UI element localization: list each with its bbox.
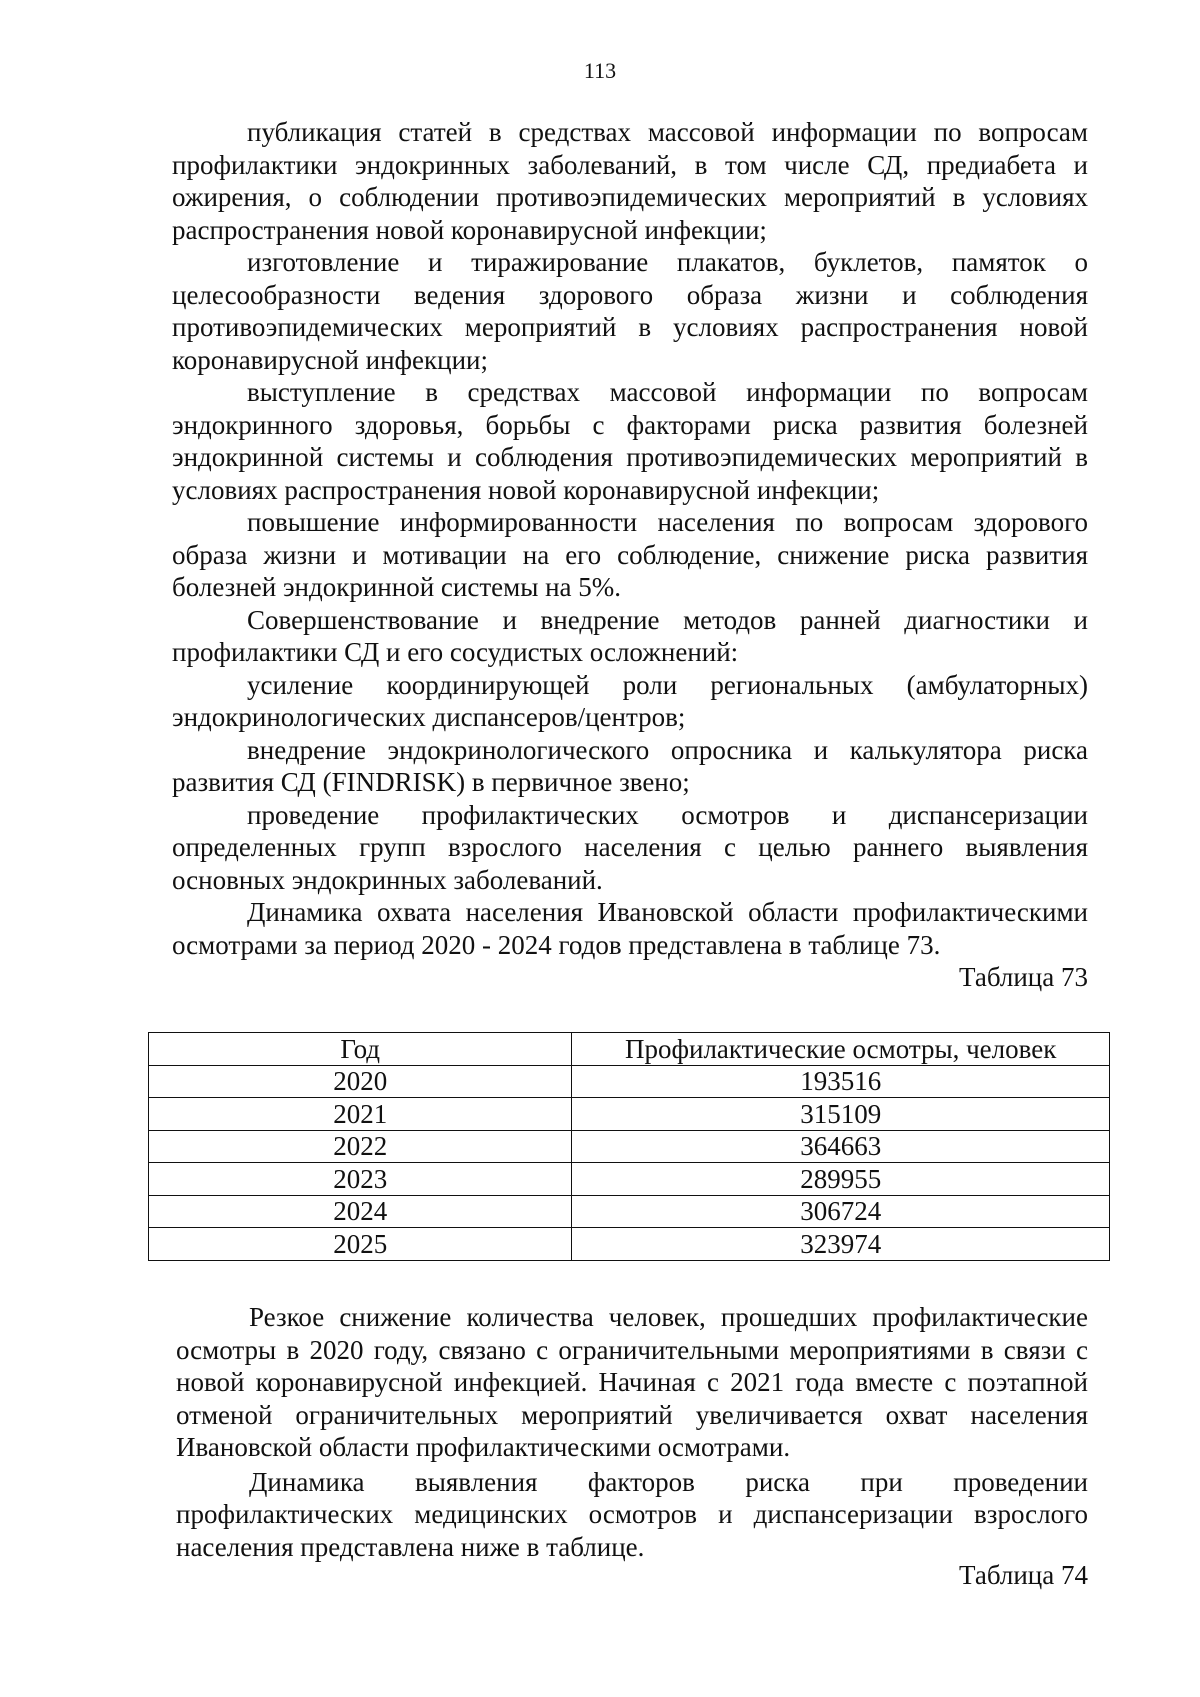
cell-year: 2021	[149, 1098, 572, 1131]
table-row	[149, 1130, 1110, 1163]
page-number: 113	[583, 58, 617, 83]
cell-checkups: 323974	[572, 1228, 1110, 1261]
paragraph: проведение профилактических осмотров и диспансеризации определенных групп взрослого населения с целью раннего выявления основных эндокринных заболеваний.	[172, 799, 1088, 895]
paragraph: Резкое снижение количества человек, прошедших профилактические осмотры в 2020 году, связано с ограничительными мероприятиями в связи с новой коронавирусной инфекцией. Начиная с 2021 года вместе с поэтапной отменой ограничительных мероприятий увеличивается охват населения Ивановской области профилактическими осмотрами.	[176, 1302, 1088, 1462]
paragraph: изготовление и тиражирование плакатов, буклетов, памяток о целесообразности ведения здорового образа жизни и соблюдения противоэпидемических мероприятий в условиях распространения новой коронавирусной инфекции;	[172, 247, 1088, 375]
cell-checkups: 315109	[572, 1098, 1110, 1131]
table-header-row	[149, 1033, 1110, 1066]
cell-year: 2023	[149, 1163, 572, 1196]
table-73	[148, 1032, 1110, 1261]
table-row	[149, 1098, 1110, 1131]
table-73-caption: Таблица 73	[959, 962, 1088, 992]
cell-checkups: 306724	[572, 1195, 1110, 1228]
cell-year: 2024	[149, 1195, 572, 1228]
paragraph: усиление координирующей роли региональных (амбулаторных) эндокринологических диспансеров/центров;	[172, 669, 1088, 732]
paragraph: внедрение эндокринологического опросника и калькулятора риска развития СД (FINDRISK) в первичное звено;	[172, 734, 1088, 797]
cell-year: 2025	[149, 1228, 572, 1261]
paragraph: публикация статей в средствах массовой информации по вопросам профилактики эндокринных заболеваний, в том числе СД, предиабета и ожирения, о соблюдении противоэпидемических мероприятий в условиях распространения новой коронавирусной инфекции;	[172, 117, 1088, 245]
table-row	[149, 1065, 1110, 1098]
header-checkups: Профилактические осмотры, человек	[572, 1033, 1110, 1066]
paragraph: Динамика охвата населения Ивановской области профилактическими осмотрами за период 2020 - 2024 годов представлена в таблице 73.	[172, 897, 1088, 960]
cell-checkups: 289955	[572, 1163, 1110, 1196]
cell-year: 2022	[149, 1130, 572, 1163]
paragraph: повышение информированности населения по вопросам здорового образа жизни и мотивации на его соблюдение, снижение риска развития болезней эндокринной системы на 5%.	[172, 507, 1088, 602]
table-row	[149, 1163, 1110, 1196]
paragraph: выступление в средствах массовой информации по вопросам эндокринного здоровья, борьбы с факторами риска развития болезней эндокринной системы и соблюдения противоэпидемических мероприятий в условиях распространения новой коронавирусной инфекции;	[172, 377, 1088, 505]
cell-checkups: 364663	[572, 1130, 1110, 1163]
cell-year: 2020	[149, 1065, 572, 1098]
cell-checkups: 193516	[572, 1065, 1110, 1098]
table-74-caption: Таблица 74	[959, 1560, 1088, 1590]
body-text-bottom	[176, 1301, 1088, 1565]
table-row	[149, 1195, 1110, 1228]
body-text-top	[172, 116, 1088, 993]
paragraph: Динамика выявления факторов риска при проведении профилактических медицинских осмотров и диспансеризации взрослого населения представлена ниже в таблице.	[176, 1466, 1088, 1562]
paragraph: Совершенствование и внедрение методов ранней диагностики и профилактики СД и его сосудистых осложнений:	[172, 604, 1088, 667]
header-year: Год	[149, 1033, 572, 1066]
table-row	[149, 1228, 1110, 1261]
